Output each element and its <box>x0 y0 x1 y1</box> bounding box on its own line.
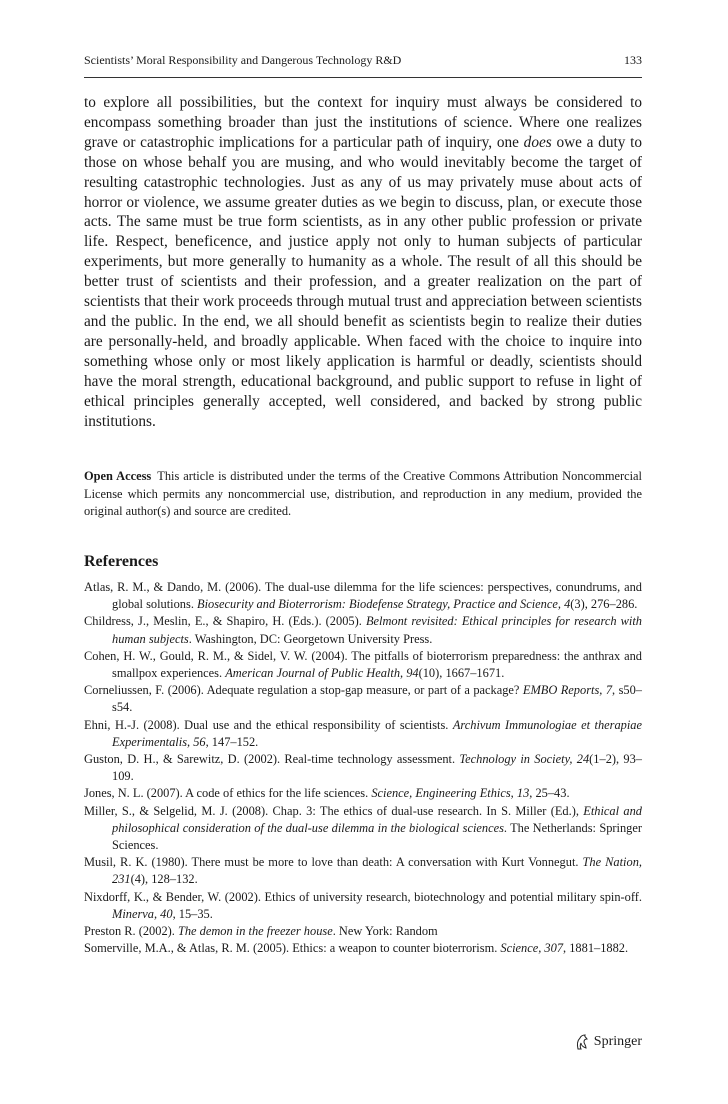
reference-item <box>84 613 642 647</box>
ref-text: Atlas, R. M., & Dando, M. (2006). The dual-use dilemma for the life sciences: perspectives, conundrums, and global solutions. <box>84 580 642 612</box>
reference-item <box>84 803 642 855</box>
reference-item <box>84 579 642 613</box>
ref-details: , 15–35. <box>172 906 213 921</box>
running-title: Scientists’ Moral Responsibility and Dangerous Technology R&D <box>84 53 402 67</box>
ref-details: . Washington, DC: Georgetown University Press. <box>188 631 433 646</box>
open-access-notice <box>84 468 642 521</box>
reference-item <box>84 889 642 923</box>
header-rule <box>84 77 642 78</box>
ref-source: Technology in Society, 24 <box>459 752 590 767</box>
open-access-text: This article is distributed under the terms of the Creative Commons Attribution Noncommercial License which permits any noncommercial use, distribution, and reproduction in any medium, provided the original author(s) and source are credited. <box>84 469 642 518</box>
ref-details: , 25–43. <box>529 786 570 801</box>
ref-details: (1–2), 93–109. <box>112 752 642 784</box>
body-text-part-2: owe a duty to those on whose behalf you are musing, and who would inevitably become the target of resulting catastrophic technologies. Just as any of us may privately muse about acts of horror or violence, we assume greater duties as we begin to discuss, plan, or execute those acts. The same must be true form scientists, as in any other public profession or private life. Respect, beneficence, and justice apply not only to human subjects of particular experiments, but more generally to humanity as a whole. The result of all this should be better trust of scientists and their profession, and a greater realization on the part of scientists that their work proceeds through mutual trust and appreciation between scientists and the public. In the end, we all should benefit as scientists begin to realize their duties are personally-held, and broadly applicable. When faced with the choice to inquire into something whose only or most likely application is harmful or deadly, scientists should have the moral strength, educational background, and public support to refuse in light of ethical principles generally accepted, well considered, and backed by strong public institutions. <box>84 133 643 430</box>
ref-details: . New York: Random <box>332 924 438 939</box>
reference-list <box>84 579 642 957</box>
body-paragraph <box>84 93 642 431</box>
reference-item <box>84 682 642 716</box>
reference-item <box>84 785 642 802</box>
ref-text: Cohen, H. W., Gould, R. M., & Sidel, V. W. (2004). The pitfalls of bioterrorism preparedness: the anthrax and smallpox experiences. <box>84 648 642 681</box>
ref-source: Belmont revisited: Ethical principles for research with human subjects <box>112 614 642 646</box>
open-access-label: Open Access <box>84 469 152 483</box>
ref-text: Jones, N. L. (2007). A code of ethics for the life sciences. <box>84 786 372 801</box>
references-heading: References <box>84 553 159 570</box>
page-number: 133 <box>624 53 642 67</box>
ref-text: Ehni, H.-J. (2008). Dual use and the ethical responsibility of scientists. <box>84 717 453 732</box>
body-text-part-1: to explore all possibilities, but the context for inquiry must always be considered to encompass something broader than just the institutions of science. Where one realizes grave or catastrophic implications for a particular path of inquiry, one <box>84 94 642 151</box>
ref-text: Corneliussen, F. (2006). Adequate regulation a stop-gap measure, or part of a package? <box>84 683 523 698</box>
body-emphasis: does <box>523 133 552 151</box>
ref-text: Preston R. (2002). <box>84 924 178 939</box>
ref-source: EMBO Reports, 7 <box>522 683 613 698</box>
ref-source: Science, Engineering Ethics, 13 <box>371 786 530 801</box>
ref-text: Musil, R. K. (1980). There must be more to love than death: A conversation with Kurt Vonnegut. <box>84 855 583 870</box>
running-header <box>84 53 642 68</box>
ref-details: (4), 128–132. <box>130 872 198 887</box>
reference-item <box>84 751 642 785</box>
ref-text: Miller, S., & Selgelid, M. J. (2008). Chap. 3: The ethics of dual-use research. In S. Miller (Ed.), <box>84 803 584 818</box>
ref-text: Guston, D. H., & Sarewitz, D. (2002). Real-time technology assessment. <box>84 752 460 767</box>
reference-item <box>84 648 642 682</box>
ref-source: Biosecurity and Bioterrorism: Biodefense Strategy, Practice and Science, 4 <box>197 597 571 612</box>
ref-source: The demon in the freezer house <box>177 924 333 939</box>
ref-source: Science, 307 <box>500 941 564 956</box>
ref-text: Somerville, M.A., & Atlas, R. M. (2005). Ethics: a weapon to counter bioterrorism. <box>84 941 501 956</box>
ref-source: Archivum Immunologiae et therapiae Experimentalis, 56 <box>112 717 642 749</box>
ref-details: . The Netherlands: Springer Sciences. <box>112 820 642 853</box>
ref-details: , 1881–1882. <box>563 941 629 956</box>
springer-logo <box>575 1034 642 1050</box>
reference-item <box>84 940 642 957</box>
ref-details: (3), 276–286. <box>570 597 638 612</box>
ref-source: Minerva, 40 <box>112 906 173 921</box>
ref-source: The Nation, 231 <box>112 855 642 887</box>
springer-horse-icon <box>575 1034 589 1050</box>
ref-text: Nixdorff, K., & Bender, W. (2002). Ethics of university research, biotechnology and potential military spin-off. <box>84 889 642 904</box>
publisher-name: Springer <box>593 1034 642 1049</box>
ref-source: American Journal of Public Health, 94 <box>225 666 419 681</box>
reference-item <box>84 717 642 751</box>
ref-details: , s50–s54. <box>112 683 642 715</box>
reference-item <box>84 854 642 888</box>
reference-item <box>84 923 642 940</box>
ref-source: Ethical and philosophical consideration of the dual-use dilemma in the biological sciences <box>112 803 642 835</box>
ref-text: Childress, J., Meslin, E., & Shapiro, H. (Eds.). (2005). <box>84 614 366 629</box>
ref-details: (10), 1667–1671. <box>418 666 505 681</box>
ref-details: , 147–152. <box>205 734 259 749</box>
